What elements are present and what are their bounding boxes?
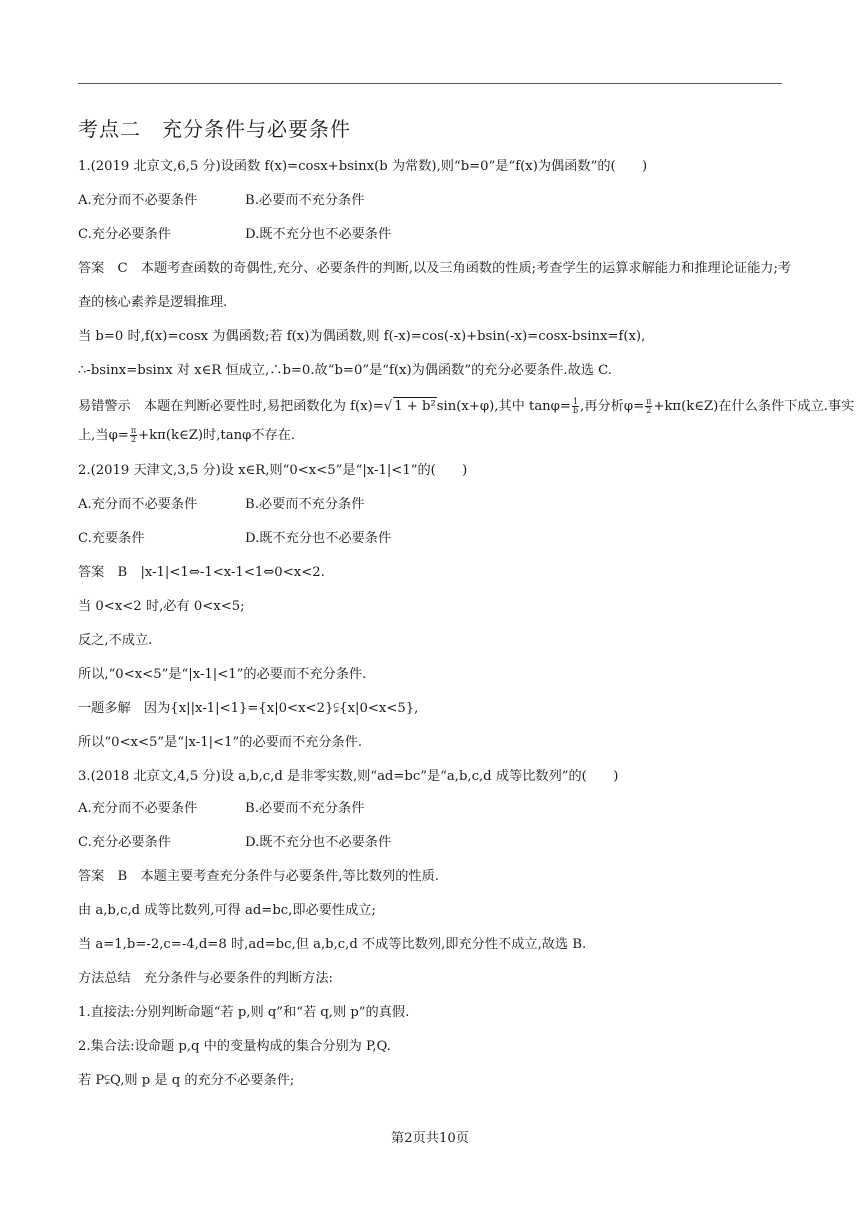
- warning-text: 易错警示 本题在判断必要性时,易把函数化为 f(x)=: [78, 399, 384, 414]
- q2-option-a: A.充分而不必要条件: [78, 497, 198, 512]
- fraction-numerator: 1: [572, 397, 579, 406]
- q2-solution-line: 所以,“0<x<5”是“|x-1|<1”的必要而不充分条件.: [78, 667, 367, 682]
- warning-text: +kπ(k∈Z)在什么条件下成立.事实: [653, 399, 855, 414]
- q3-option-d: D.既不充分也不必要条件: [245, 835, 392, 850]
- q3-solution-line: 由 a,b,c,d 成等比数列,可得 ad=bc,即必要性成立;: [78, 903, 376, 918]
- section-title: 考点二 充分条件与必要条件: [78, 117, 351, 141]
- page-number: 第2页共10页: [391, 1131, 469, 1146]
- q1-warning: [78, 397, 854, 416]
- sqrt-radicand: 1 + b²: [394, 399, 436, 414]
- q1-option-d: D.既不充分也不必要条件: [245, 227, 392, 242]
- fraction: [130, 427, 137, 444]
- q1-answer-cont: 查的核心素养是逻辑推理.: [78, 295, 228, 310]
- q3-option-b: B.必要而不充分条件: [245, 801, 365, 816]
- warning-text: +kπ(k∈Z)时,tanφ不存在.: [138, 428, 296, 443]
- q2-solution-line: 当 0<x<2 时,必有 0<x<5;: [78, 599, 245, 614]
- warning-text: 上,当φ=: [78, 428, 129, 443]
- fraction: [645, 398, 652, 415]
- header-rule: [78, 83, 782, 84]
- q2-answer: 答案 B |x-1|<1⇔-1<x-1<1⇔0<x<2.: [78, 565, 325, 580]
- q2-option-b: B.必要而不充分条件: [245, 497, 365, 512]
- q1-solution-line: 当 b=0 时,f(x)=cosx 为偶函数;若 f(x)为偶函数,则 f(-x)=cos(-x)+bsin(-x)=cosx-bsinx=f(x),: [78, 329, 646, 344]
- q3-answer: 答案 B 本题主要考查充分条件与必要条件,等比数列的性质.: [78, 869, 439, 884]
- q2-option-c: C.充要条件: [78, 531, 145, 546]
- q3-method-summary: 方法总结 充分条件与必要条件的判断方法:: [78, 971, 334, 986]
- warning-text: ,再分析φ=: [580, 399, 645, 414]
- q1-solution-line: ∴-bsinx=bsinx 对 x∈R 恒成立,∴b=0.故“b=0”是“f(x)为偶函数”的充分必要条件.故选 C.: [78, 363, 612, 378]
- q1-option-c: C.充分必要条件: [78, 227, 171, 242]
- q2-stem: 2.(2019 天津文,3,5 分)设 x∈R,则“0<x<5”是“|x-1|<1”的( ): [78, 463, 468, 478]
- warning-text: sin(x+φ),其中 tanφ=: [436, 399, 571, 414]
- q3-method-item: 1.直接法:分别判断命题“若 p,则 q”和“若 q,则 p”的真假.: [78, 1005, 410, 1020]
- q1-stem: 1.(2019 北京文,6,5 分)设函数 f(x)=cosx+bsinx(b 为常数),则“b=0”是“f(x)为偶函数”的( ): [78, 159, 648, 174]
- fraction-numerator: π: [130, 426, 137, 435]
- q3-solution-line: 当 a=1,b=-2,c=-4,d=8 时,ad=bc,但 a,b,c,d 不成等比数列,即充分性不成立,故选 B.: [78, 937, 587, 952]
- q1-option-a: A.充分而不必要条件: [78, 193, 198, 208]
- q3-stem: 3.(2018 北京文,4,5 分)设 a,b,c,d 是非零实数,则“ad=bc”是“a,b,c,d 成等比数列”的( ): [78, 769, 619, 784]
- q3-option-c: C.充分必要条件: [78, 835, 171, 850]
- q2-solution-line: 反之,不成立.: [78, 633, 153, 648]
- q3-method-item: 2.集合法:设命题 p,q 中的变量构成的集合分别为 P,Q.: [78, 1039, 391, 1054]
- q2-solution-line: 所以“0<x<5”是“|x-1|<1”的必要而不充分条件.: [78, 735, 363, 750]
- fraction-denominator: b: [572, 406, 579, 415]
- q1-warning-cont: [78, 427, 295, 445]
- q2-option-d: D.既不充分也不必要条件: [245, 531, 392, 546]
- q3-option-a: A.充分而不必要条件: [78, 801, 198, 816]
- fraction-numerator: π: [646, 397, 652, 406]
- q1-option-b: B.必要而不充分条件: [245, 193, 365, 208]
- q1-answer: 答案 C 本题考查函数的奇偶性,充分、必要条件的判断,以及三角函数的性质;考查学生的运算求解能力和推理论证能力;考: [78, 261, 792, 276]
- fraction-denominator: 2: [130, 435, 137, 444]
- sqrt-symbol: √: [383, 399, 393, 414]
- q2-alt-solution: 一题多解 因为{x||x-1|<1}={x|0<x<2}⫋{x|0<x<5},: [78, 701, 419, 716]
- fraction-denominator: 2: [646, 406, 652, 415]
- fraction: [572, 398, 579, 415]
- q3-method-item: 若 P⫋Q,则 p 是 q 的充分不必要条件;: [78, 1073, 295, 1088]
